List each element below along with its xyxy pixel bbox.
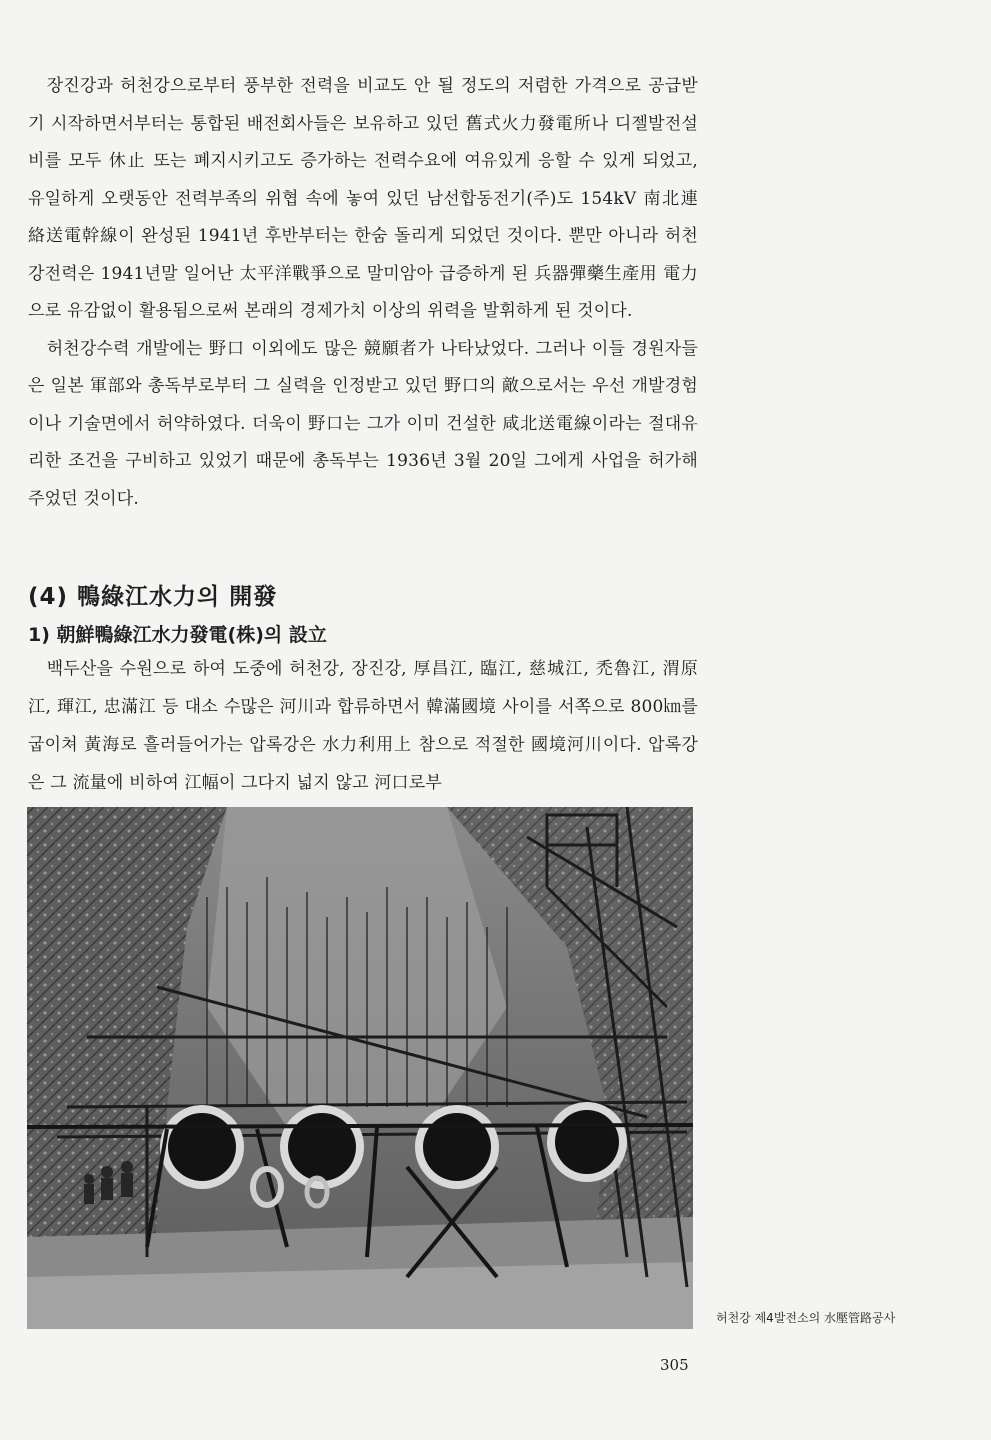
paragraph: 장진강과 허천강으로부터 풍부한 전력을 비교도 안 될 정도의 저렴한 가격으로 공급받기 시작하면서부터는 통합된 배전회사들은 보유하고 있던 舊式火力發電所나 디젤발전설비를 모두 休止 또는 폐지시키고도 증가하는 전력수요에 여유있게 응할 수 있게 되었고, 유일하게 오랫동안 전력부족의 위협 속에 놓여 있던 남선합동전기(주)도 154kV 南北連絡送電幹線이 완성된 1941년 후반부터는 한숨 돌리게 되었던 것이다. 뿐만 아니라 허천강전력은 1941년말 일어난 太平洋戰爭으로 말미암아 급증하게 된 兵器彈藥生產用 電力으로 유감없이 활용됨으로써 본래의 경제가치 이상의 위력을 발휘하게 된 것이다.	[28, 76, 698, 321]
paragraph: 백두산을 수원으로 하여 도중에 허천강, 장진강, 厚昌江, 臨江, 慈城江, 禿魯江, 渭原江, 琿江, 忠滿江 등 대소 수많은 河川과 합류하면서 韓滿國境 사이를 서쪽으로 800㎞를 굽이쳐 黃海로 흘러들어가는 압록강은 水力利用上 참으로 적절한 國境河川이다. 압록강은 그 流量에 비하여 江幅이 그다지 넓지 않고 河口로부	[28, 659, 698, 793]
section-heading: (4) 鴨綠江水力의 開發	[28, 584, 278, 610]
page-number: 305	[660, 1356, 689, 1374]
body-text	[28, 68, 698, 518]
sub-heading: 1) 朝鮮鴨綠江水力發電(株)의 設立	[28, 624, 327, 646]
paragraph: 허천강수력 개발에는 野口 이외에도 많은 競願者가 나타났었다. 그러나 이들 경원자들은 일본 軍部와 총독부로부터 그 실력을 인정받고 있던 野口의 敵으로서는 우선 개발경험이나 기술면에서 허약하였다. 더욱이 野口는 그가 이미 건설한 咸北送電線이라는 절대유리한 조건을 구비하고 있었기 때문에 총독부는 1936년 3월 20일 그에게 사업을 허가해 주었던 것이다.	[28, 338, 698, 509]
photo-caption: 허천강 제4발전소의 水壓管路공사	[716, 1311, 896, 1325]
body-text-2	[28, 650, 698, 802]
construction-photo-image	[27, 807, 693, 1329]
construction-photo	[27, 807, 693, 1329]
